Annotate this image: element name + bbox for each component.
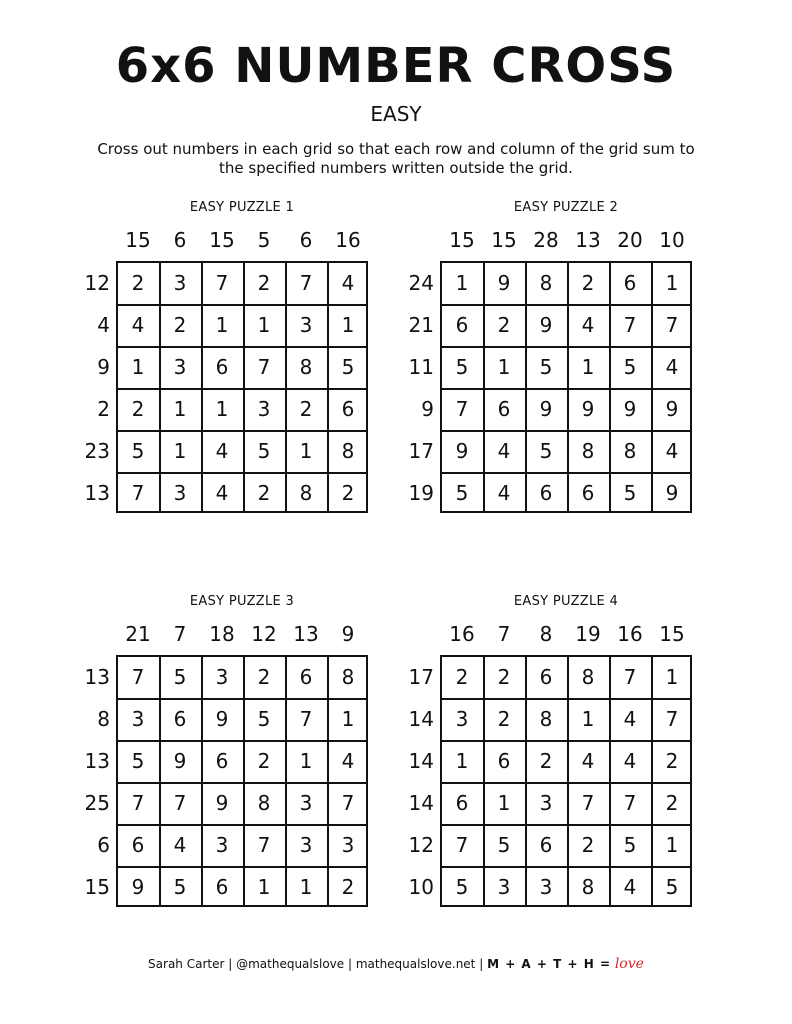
grid-cell[interactable]: 4: [131, 313, 145, 337]
grid-cell[interactable]: 4: [623, 749, 637, 773]
grid-cell[interactable]: 8: [539, 707, 553, 731]
grid-cell[interactable]: 1: [497, 355, 511, 379]
grid-cell[interactable]: 3: [299, 833, 313, 857]
grid-cell[interactable]: 2: [173, 313, 187, 337]
row-sum: 19: [408, 481, 434, 505]
grid-cell[interactable]: 4: [623, 707, 637, 731]
grid-cell[interactable]: 5: [539, 439, 553, 463]
grid-cell[interactable]: 2: [299, 397, 313, 421]
instructions: Cross out numbers in each grid so that each row and column of the grid sum to the specified numbers written outside the grid.: [97, 140, 695, 177]
row-sum: 10: [408, 875, 434, 899]
grid-cell[interactable]: 6: [299, 665, 313, 689]
grid-cell[interactable]: 1: [299, 875, 313, 899]
grid-cell[interactable]: 3: [455, 707, 469, 731]
grid-cell[interactable]: 8: [299, 355, 313, 379]
grid-cell[interactable]: 5: [623, 481, 637, 505]
grid-cell[interactable]: 1: [257, 875, 271, 899]
grid-cell[interactable]: 3: [299, 791, 313, 815]
grid-cell[interactable]: 1: [131, 355, 145, 379]
grid-cell[interactable]: 1: [173, 397, 187, 421]
grid-cell[interactable]: 3: [215, 833, 229, 857]
grid-cell[interactable]: 6: [623, 271, 637, 295]
row-sum: 6: [97, 833, 110, 857]
grid-cell[interactable]: 7: [623, 665, 637, 689]
grid-cell[interactable]: 4: [341, 749, 355, 773]
grid-cell[interactable]: 9: [539, 313, 553, 337]
row-sum: 17: [408, 439, 434, 463]
brand-logo-love: love: [614, 956, 644, 972]
grid-cell[interactable]: 9: [497, 271, 511, 295]
grid-cell[interactable]: 8: [257, 791, 271, 815]
grid-cell[interactable]: 5: [131, 749, 145, 773]
grid-cell[interactable]: 5: [257, 707, 271, 731]
grid-cell[interactable]: 6: [497, 749, 511, 773]
difficulty-subtitle: EASY: [370, 102, 422, 126]
grid-cell[interactable]: 9: [455, 439, 469, 463]
grid-cell[interactable]: 7: [665, 707, 679, 731]
row-sum: 14: [408, 707, 434, 731]
grid-cell[interactable]: 6: [215, 875, 229, 899]
row-sum: 25: [84, 791, 110, 815]
puzzle-title: EASY PUZZLE 2: [513, 200, 619, 215]
row-sum: 15: [84, 875, 110, 899]
column-sum: 5: [257, 228, 271, 252]
grid-cell[interactable]: 7: [455, 833, 469, 857]
grid-cell[interactable]: 2: [341, 875, 355, 899]
grid-cell[interactable]: 1: [341, 313, 355, 337]
grid-cell[interactable]: 8: [539, 271, 553, 295]
grid-cell[interactable]: 5: [455, 481, 469, 505]
puzzle: [0, 594, 355, 899]
puzzle: [324, 594, 685, 899]
grid-cell[interactable]: 6: [341, 397, 355, 421]
grid-cell[interactable]: 1: [665, 271, 679, 295]
column-sum: 8: [539, 622, 553, 646]
grid-cell[interactable]: 9: [665, 481, 679, 505]
grid-cell[interactable]: 3: [497, 875, 511, 899]
column-sum: 15: [125, 228, 151, 252]
grid-cell[interactable]: 7: [131, 481, 145, 505]
grid-cell[interactable]: 2: [539, 749, 553, 773]
grid-cell[interactable]: 2: [497, 313, 511, 337]
grid-cell[interactable]: 7: [455, 397, 469, 421]
grid-cell[interactable]: 2: [257, 749, 271, 773]
grid-cell[interactable]: 2: [581, 271, 595, 295]
grid-cell[interactable]: 4: [215, 439, 229, 463]
column-sum: 13: [575, 228, 601, 252]
grid-cell[interactable]: 7: [623, 791, 637, 815]
grid-cell[interactable]: 5: [257, 439, 271, 463]
footer: [0, 956, 792, 972]
column-sum: 7: [497, 622, 511, 646]
grid-cell[interactable]: 5: [173, 665, 187, 689]
grid-cell[interactable]: 4: [497, 481, 511, 505]
grid-cell[interactable]: 3: [173, 481, 187, 505]
grid-cell[interactable]: 4: [581, 313, 595, 337]
grid-cell[interactable]: 1: [455, 749, 469, 773]
column-sum: 18: [209, 622, 235, 646]
grid-cell[interactable]: 2: [665, 791, 679, 815]
column-sum: 13: [293, 622, 319, 646]
column-sum: 15: [491, 228, 517, 252]
grid-cell[interactable]: 5: [497, 833, 511, 857]
grid-cell[interactable]: 7: [173, 791, 187, 815]
column-sum: 15: [209, 228, 235, 252]
grid-cell[interactable]: 9: [215, 707, 229, 731]
grid-cell[interactable]: 1: [581, 707, 595, 731]
row-sum: 14: [408, 749, 434, 773]
grid-cell[interactable]: 5: [539, 355, 553, 379]
grid-cell[interactable]: 6: [131, 833, 145, 857]
grid-cell[interactable]: 1: [665, 833, 679, 857]
grid-cell[interactable]: 2: [257, 665, 271, 689]
puzzle: [0, 200, 361, 505]
grid-cell[interactable]: 2: [455, 665, 469, 689]
column-sum: 19: [575, 622, 601, 646]
row-sum: 13: [84, 749, 110, 773]
grid-cell[interactable]: 7: [257, 833, 271, 857]
page-title: 6x6 NUMBER CROSS: [115, 38, 677, 94]
grid-cell[interactable]: 6: [581, 481, 595, 505]
grid-cell[interactable]: 3: [299, 313, 313, 337]
column-sum: 21: [125, 622, 151, 646]
grid-cell[interactable]: 4: [215, 481, 229, 505]
grid-cell[interactable]: 2: [497, 665, 511, 689]
column-sum: 16: [335, 228, 361, 252]
column-sum: 7: [173, 622, 187, 646]
column-sum: 6: [299, 228, 313, 252]
puzzle-title: EASY PUZZLE 1: [189, 200, 295, 215]
row-sum: 13: [84, 481, 110, 505]
grid-cell[interactable]: 2: [131, 397, 145, 421]
grid-cell[interactable]: 3: [341, 833, 355, 857]
grid-cell[interactable]: 7: [257, 355, 271, 379]
grid-cell[interactable]: 8: [341, 665, 355, 689]
row-sum: 17: [408, 665, 434, 689]
grid-cell[interactable]: 8: [341, 439, 355, 463]
grid-cell[interactable]: 7: [299, 707, 313, 731]
grid-cell[interactable]: 4: [173, 833, 187, 857]
grid-cell[interactable]: 7: [131, 665, 145, 689]
grid-cell[interactable]: 6: [215, 355, 229, 379]
grid-cell[interactable]: 6: [497, 397, 511, 421]
grid-cell[interactable]: 2: [665, 749, 679, 773]
brand-logo: M + A + T + H =: [487, 957, 611, 971]
grid-cell[interactable]: 5: [173, 875, 187, 899]
grid-cell[interactable]: 4: [341, 271, 355, 295]
grid-cell[interactable]: 1: [257, 313, 271, 337]
grid-cell[interactable]: 1: [173, 439, 187, 463]
grid-cell[interactable]: 2: [497, 707, 511, 731]
row-sum: 9: [421, 397, 434, 421]
grid-cell[interactable]: 7: [623, 313, 637, 337]
column-sum: 10: [659, 228, 685, 252]
grid-cell[interactable]: 2: [131, 271, 145, 295]
grid-cell[interactable]: 9: [539, 397, 553, 421]
row-sum: 9: [97, 355, 110, 379]
column-sum: 15: [449, 228, 475, 252]
grid-cell[interactable]: 7: [581, 791, 595, 815]
grid-cell[interactable]: 9: [623, 397, 637, 421]
grid-cell[interactable]: 5: [455, 875, 469, 899]
row-sum: 11: [408, 355, 434, 379]
grid-cell[interactable]: 9: [173, 749, 187, 773]
grid-cell[interactable]: 5: [131, 439, 145, 463]
grid-cell[interactable]: 5: [623, 355, 637, 379]
grid-cell[interactable]: 8: [623, 439, 637, 463]
grid-cell[interactable]: 7: [215, 271, 229, 295]
grid-cell[interactable]: 3: [539, 791, 553, 815]
grid-cell[interactable]: 1: [665, 665, 679, 689]
grid-cell[interactable]: 8: [581, 439, 595, 463]
grid-cell[interactable]: 1: [341, 707, 355, 731]
grid-cell[interactable]: 1: [299, 439, 313, 463]
grid-cell[interactable]: 4: [581, 749, 595, 773]
grid-cell[interactable]: 4: [497, 439, 511, 463]
row-sum: 13: [84, 665, 110, 689]
row-sum: 2: [97, 397, 110, 421]
grid-cell[interactable]: 2: [257, 271, 271, 295]
number-grid: [440, 261, 692, 513]
grid-cell[interactable]: 9: [581, 397, 595, 421]
column-sum: 28: [533, 228, 559, 252]
column-sum: 16: [617, 622, 643, 646]
grid-cell[interactable]: 7: [341, 791, 355, 815]
grid-cell[interactable]: 2: [257, 481, 271, 505]
grid-cell[interactable]: 6: [539, 481, 553, 505]
grid-cell[interactable]: 3: [173, 355, 187, 379]
row-sum: 8: [97, 707, 110, 731]
column-sum: 6: [173, 228, 187, 252]
grid-cell[interactable]: 1: [215, 313, 229, 337]
puzzle: [324, 200, 685, 505]
grid-cell[interactable]: 5: [341, 355, 355, 379]
grid-cell[interactable]: 8: [581, 665, 595, 689]
number-grid: [440, 655, 692, 907]
grid-cell[interactable]: 9: [131, 875, 145, 899]
grid-cell[interactable]: 1: [497, 791, 511, 815]
grid-cell[interactable]: 1: [299, 749, 313, 773]
grid-cell[interactable]: 6: [539, 833, 553, 857]
column-sum: 20: [617, 228, 643, 252]
footer-credits: Sarah Carter | @mathequalslove | mathequalslove.net |: [148, 957, 484, 971]
column-sum: 12: [251, 622, 277, 646]
grid-cell[interactable]: 4: [665, 439, 679, 463]
grid-cell[interactable]: 1: [581, 355, 595, 379]
row-sum: 12: [84, 271, 110, 295]
puzzle-title: EASY PUZZLE 4: [513, 594, 619, 609]
row-sum: 12: [408, 833, 434, 857]
grid-cell[interactable]: 8: [581, 875, 595, 899]
grid-cell[interactable]: 5: [623, 833, 637, 857]
grid-cell[interactable]: 5: [665, 875, 679, 899]
grid-cell[interactable]: 7: [665, 313, 679, 337]
row-sum: 21: [408, 313, 434, 337]
grid-cell[interactable]: 6: [215, 749, 229, 773]
row-sum: 4: [97, 313, 110, 337]
grid-cell[interactable]: 1: [215, 397, 229, 421]
grid-cell[interactable]: 9: [665, 397, 679, 421]
grid-cell[interactable]: 2: [341, 481, 355, 505]
grid-cell[interactable]: 3: [173, 271, 187, 295]
grid-cell[interactable]: 9: [215, 791, 229, 815]
grid-cell[interactable]: 2: [581, 833, 595, 857]
row-sum: 23: [84, 439, 110, 463]
grid-cell[interactable]: 4: [665, 355, 679, 379]
column-sum: 15: [659, 622, 685, 646]
column-sum: 16: [449, 622, 475, 646]
grid-cell[interactable]: 7: [299, 271, 313, 295]
grid-cell[interactable]: 1: [455, 271, 469, 295]
grid-cell[interactable]: 3: [131, 707, 145, 731]
grid-cell[interactable]: 7: [131, 791, 145, 815]
row-sum: 24: [408, 271, 434, 295]
grid-cell[interactable]: 6: [455, 791, 469, 815]
grid-cell[interactable]: 6: [173, 707, 187, 731]
grid-cell[interactable]: 3: [539, 875, 553, 899]
grid-cell[interactable]: 6: [455, 313, 469, 337]
row-sum: 14: [408, 791, 434, 815]
grid-cell[interactable]: 5: [455, 355, 469, 379]
grid-cell[interactable]: 6: [539, 665, 553, 689]
grid-cell[interactable]: 3: [257, 397, 271, 421]
grid-cell[interactable]: 3: [215, 665, 229, 689]
column-sum: 9: [341, 622, 355, 646]
puzzle-title: EASY PUZZLE 3: [189, 594, 295, 609]
grid-cell[interactable]: 4: [623, 875, 637, 899]
grid-cell[interactable]: 8: [299, 481, 313, 505]
